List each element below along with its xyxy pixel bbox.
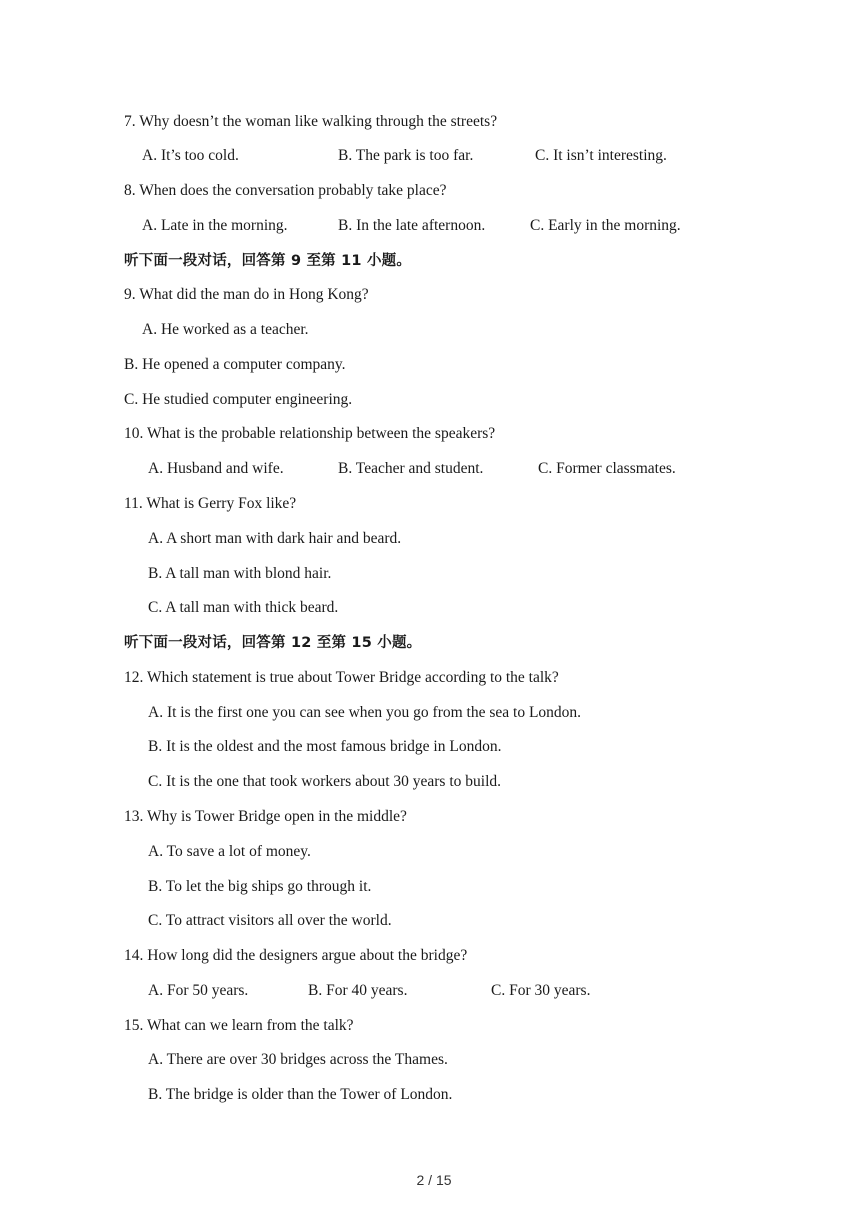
question-14-option-a: A. For 50 years. bbox=[148, 982, 249, 999]
section-heading-12-15: 听下面一段对话，回答第 12 至第 15 小题。 bbox=[124, 635, 422, 651]
question-7-stem: 7. Why doesn’t the woman like walking through the streets? bbox=[124, 113, 498, 130]
question-15-option-a: A. There are over 30 bridges across the Thames. bbox=[148, 1051, 448, 1068]
question-7-option-c: C. It isn’t interesting. bbox=[535, 147, 667, 164]
question-9-stem: 9. What did the man do in Hong Kong? bbox=[124, 286, 369, 303]
question-15-option-b: B. The bridge is older than the Tower of London. bbox=[148, 1086, 453, 1103]
question-12-option-a: A. It is the first one you can see when you go from the sea to London. bbox=[148, 704, 582, 721]
question-12-stem: 12. Which statement is true about Tower Bridge according to the talk? bbox=[124, 669, 559, 686]
question-13-option-b: B. To let the big ships go through it. bbox=[148, 878, 372, 895]
question-7-option-b: B. The park is too far. bbox=[338, 147, 474, 164]
question-11-option-a: A. A short man with dark hair and beard. bbox=[148, 530, 402, 547]
question-8-option-c: C. Early in the morning. bbox=[530, 217, 681, 234]
question-9-option-b: B. He opened a computer company. bbox=[124, 356, 346, 373]
question-12-option-c: C. It is the one that took workers about 30 years to build. bbox=[148, 773, 501, 790]
question-7-option-a: A. It’s too cold. bbox=[142, 147, 239, 164]
page-number: 2 / 15 bbox=[416, 1172, 452, 1188]
question-10-option-b: B. Teacher and student. bbox=[338, 460, 484, 477]
question-11-option-b: B. A tall man with blond hair. bbox=[148, 565, 332, 582]
question-9-option-c: C. He studied computer engineering. bbox=[124, 391, 353, 408]
question-14-option-b: B. For 40 years. bbox=[308, 982, 408, 999]
question-13-stem: 13. Why is Tower Bridge open in the middle? bbox=[124, 808, 407, 825]
question-14-stem: 14. How long did the designers argue about the bridge? bbox=[124, 947, 468, 964]
question-12-option-b: B. It is the oldest and the most famous bridge in London. bbox=[148, 738, 502, 755]
question-9-option-a: A. He worked as a teacher. bbox=[142, 321, 309, 338]
question-11-option-c: C. A tall man with thick beard. bbox=[148, 599, 339, 616]
question-11-stem: 11. What is Gerry Fox like? bbox=[124, 495, 297, 512]
question-8-option-b: B. In the late afternoon. bbox=[338, 217, 486, 234]
question-10-option-a: A. Husband and wife. bbox=[148, 460, 284, 477]
question-14-option-c: C. For 30 years. bbox=[491, 982, 591, 999]
question-8-stem: 8. When does the conversation probably take place? bbox=[124, 182, 447, 199]
question-10-option-c: C. Former classmates. bbox=[538, 460, 676, 477]
section-heading-9-11: 听下面一段对话，回答第 9 至第 11 小题。 bbox=[124, 253, 412, 269]
question-10-stem: 10. What is the probable relationship between the speakers? bbox=[124, 425, 496, 442]
question-15-stem: 15. What can we learn from the talk? bbox=[124, 1017, 354, 1034]
question-13-option-c: C. To attract visitors all over the world. bbox=[148, 912, 392, 929]
question-8-option-a: A. Late in the morning. bbox=[142, 217, 288, 234]
question-13-option-a: A. To save a lot of money. bbox=[148, 843, 311, 860]
